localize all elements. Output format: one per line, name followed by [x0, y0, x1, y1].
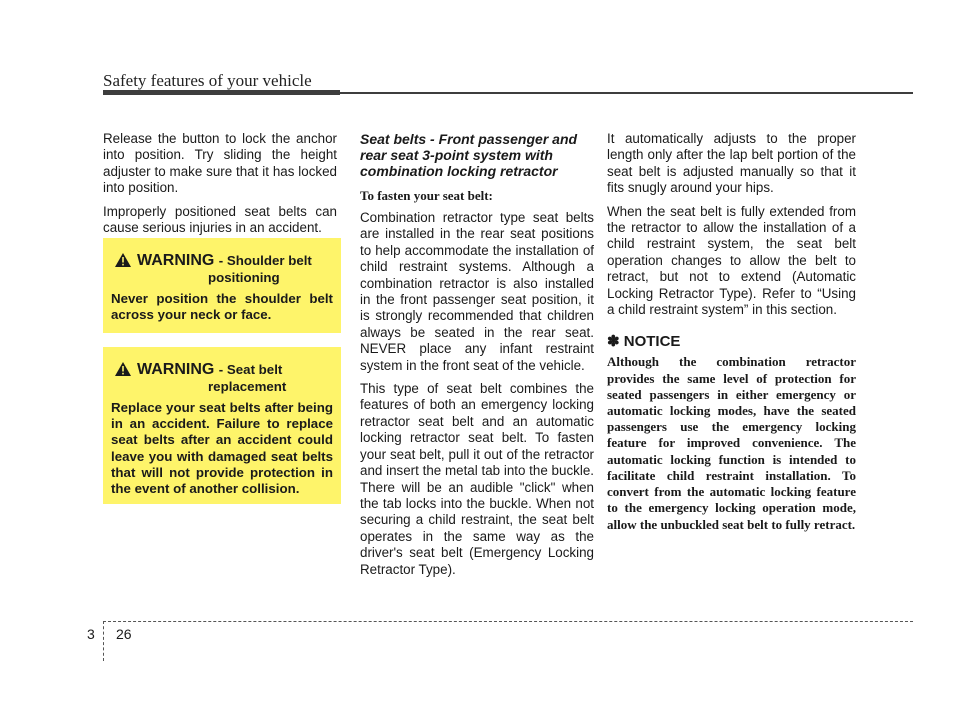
footer-page-number: 26 [116, 626, 132, 642]
column-middle [360, 131, 594, 585]
warning-box-shoulder-belt [103, 238, 341, 333]
footer-chapter-number: 3 [87, 626, 95, 642]
subheading: To fasten your seat belt: [360, 188, 493, 203]
warning-subtitle-continued: positioning [208, 270, 280, 285]
paragraph: When the seat belt is fully extended from the retractor to allow the installation of a child restraint system, the seat belt operation changes to allow the belt to retract, but not to extend (Automatic Locking Retractor Type). Refer to “Using a child restraint system” in this section. [607, 203, 856, 318]
notice-title: ✽ NOTICE [607, 333, 681, 351]
warning-header [111, 347, 333, 379]
warning-header [111, 238, 333, 270]
warning-triangle-icon [115, 362, 131, 376]
page-header-title: Safety features of your vehicle [103, 71, 312, 90]
warning-box-seat-belt-replacement [103, 347, 341, 504]
column-left [103, 131, 337, 243]
warning-triangle-icon [115, 253, 131, 267]
paragraph: This type of seat belt combines the features of both an emergency locking retractor seat belt and an automatic locking retractor seat belt. To fasten your seat belt, pull it out of the retractor and insert the metal tab into the buckle. There will be an audible "click" when the tab locks into the buckle. When not securing a child restraint, the seat belt operates in the same way as the driver's seat belt (Emergency Locking Retractor Type). [360, 381, 594, 577]
warning-subtitle-continued: replacement [208, 379, 287, 394]
warning-subtitle: - Seat belt [218, 362, 283, 377]
warning-subtitle: - Shoulder belt [218, 253, 312, 268]
header-rule [340, 92, 913, 94]
warning-body: Replace your seat belts after being in an accident. Failure to replace seat belts after an accident could leave you with damaged seat belts that will not provide protection in the event of another collision. [111, 400, 333, 497]
paragraph: Combination retractor type seat belts are installed in the rear seat positions to help accommodate the installation of child restraint systems. Although a combination retractor is also installed in the front passenger seat position, it is strongly recommended that children always be seated in the rear seat. NEVER place any infant restraint system in the front seat of the vehicle. [360, 210, 594, 373]
footer-rule [103, 621, 913, 622]
paragraph: Release the button to lock the anchor into position. Try sliding the height adjuster to make sure that it has locked into position. [103, 131, 337, 196]
paragraph: Improperly positioned seat belts can cause serious injuries in an accident. [103, 203, 337, 236]
section-title: Seat belts - Front passenger and rear seat 3-point system with combination locking retractor [360, 131, 578, 179]
notice-body: Although the combination retractor provides the same level of protection for seated passengers in either emergency or automatic locking modes, have the seated passengers use the emergency locking feature for improved convenience. The automatic locking function is intended to facilitate child restraint installation. To convert from the automatic locking feature to the emergency locking operation mode, allow the unbuckled seat belt to fully retract. [607, 354, 856, 532]
header-bar [103, 90, 340, 95]
column-right [607, 131, 856, 533]
warning-body: Never position the shoulder belt across your neck or face. [111, 291, 333, 323]
footer-divider [103, 621, 104, 661]
warning-word: WARNING [137, 361, 215, 378]
warning-word: WARNING [137, 252, 215, 269]
paragraph: It automatically adjusts to the proper length only after the lap belt portion of the seat belt is adjusted manually so that it fits snugly around your hips. [607, 131, 856, 196]
